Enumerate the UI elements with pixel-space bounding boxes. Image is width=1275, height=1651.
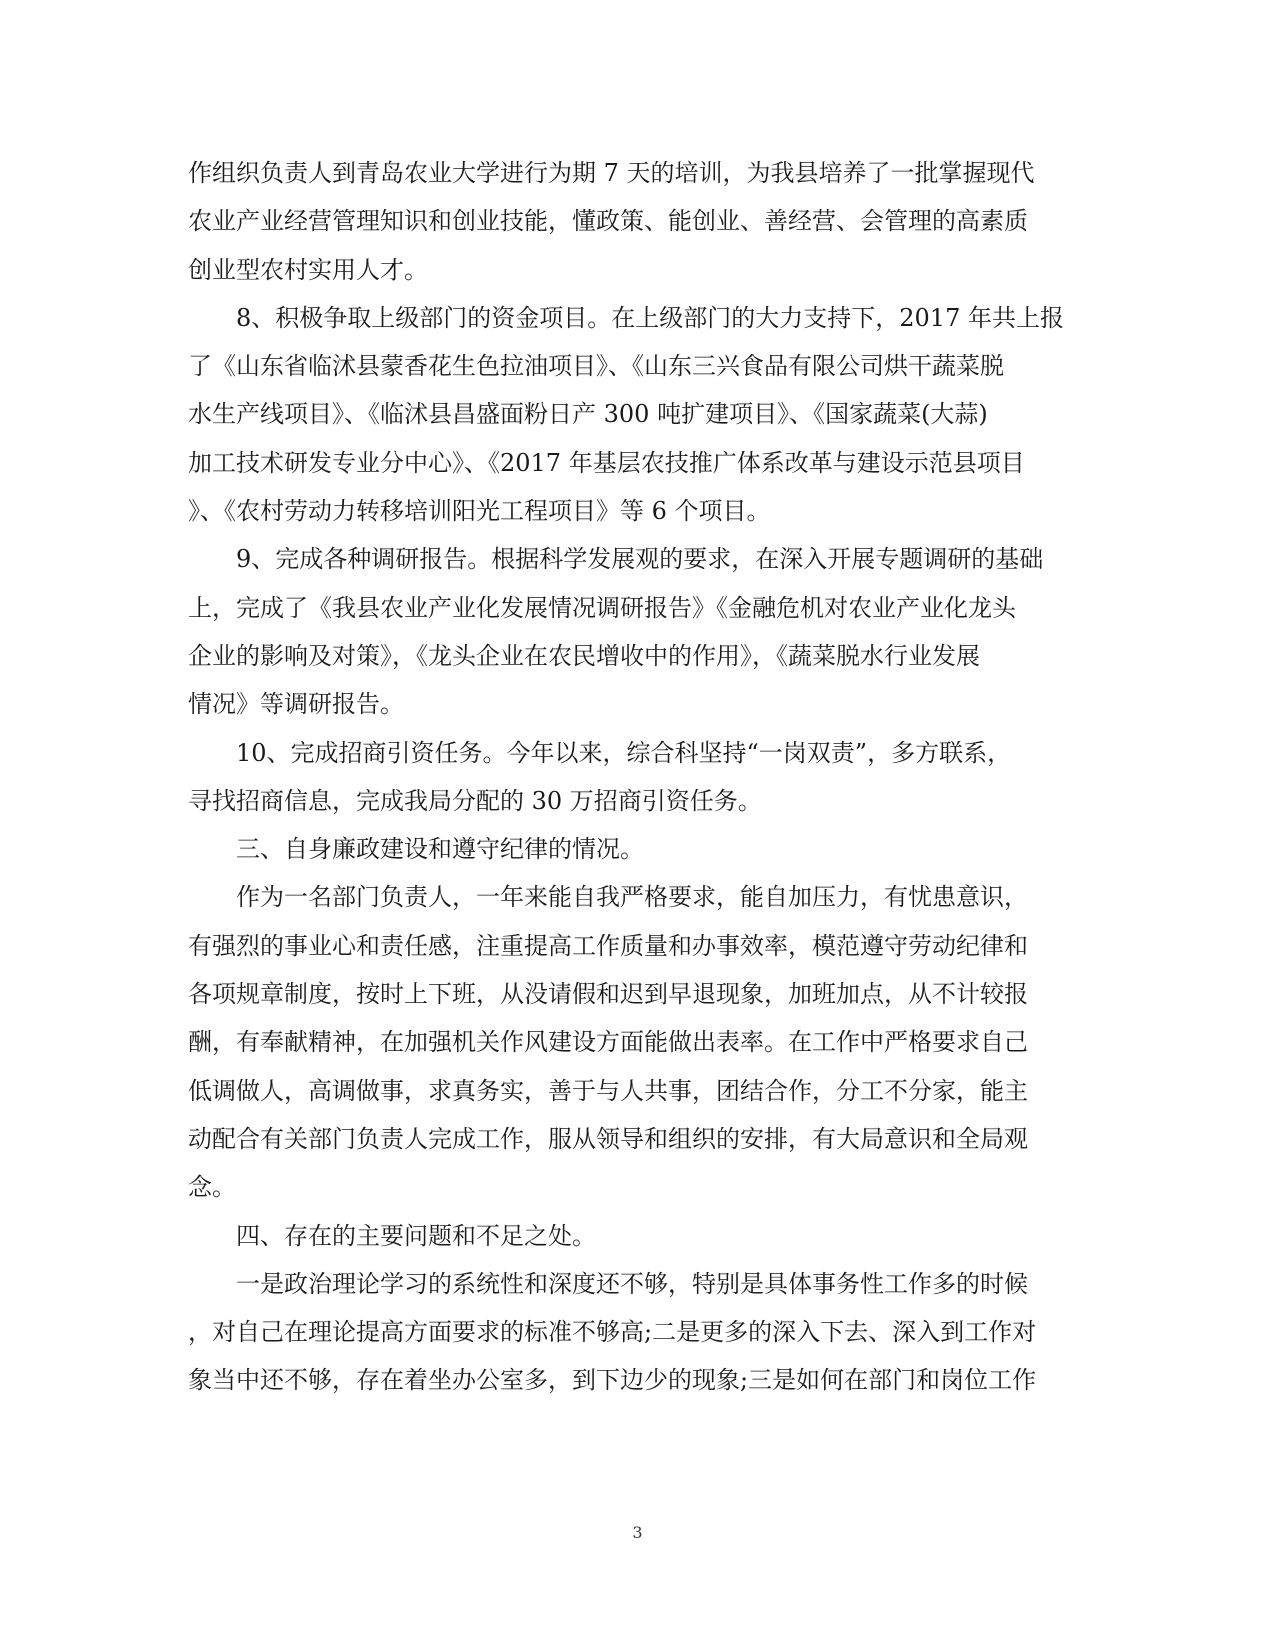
document-body bbox=[188, 149, 1088, 1405]
page-number: 3 bbox=[632, 1523, 643, 1542]
text-line: 念。 bbox=[188, 1173, 236, 1202]
text-line: 作为一名部门负责人，一年来能自我严格要求，能自加压力，有忧患意识， bbox=[236, 883, 1028, 912]
text-line: 一是政治理论学习的系统性和深度还不够，特别是具体事务性工作多的时候 bbox=[236, 1269, 1028, 1298]
text-line: 寻找招商信息，完成我局分配的 30 万招商引资任务。 bbox=[188, 786, 762, 815]
text-line: 各项规章制度，按时上下班，从没请假和迟到早退现象，加班加点，从不计较报 bbox=[188, 980, 1028, 1009]
text-line: 情况》等调研报告。 bbox=[188, 690, 404, 719]
text-line: 8、积极争取上级部门的资金项目。在上级部门的大力支持下，2017 年共上报 bbox=[236, 303, 1064, 332]
text-line: 三、自身廉政建设和遵守纪律的情况。 bbox=[236, 835, 644, 864]
text-line: 有强烈的事业心和责任感，注重提高工作质量和办事效率，模范遵守劳动纪律和 bbox=[188, 931, 1028, 960]
text-line: 低调做人，高调做事，求真务实，善于与人共事，团结合作，分工不分家，能主 bbox=[188, 1076, 1028, 1105]
text-line: 四、存在的主要问题和不足之处。 bbox=[236, 1221, 596, 1250]
text-line: 上，完成了《我县农业产业化发展情况调研报告》《金融危机对农业产业化龙头 bbox=[188, 593, 1016, 622]
text-line: 企业的影响及对策》，《龙头企业在农民增收中的作用》，《蔬菜脱水行业发展 bbox=[188, 641, 980, 670]
text-line: 10、完成招商引资任务。今年以来，综合科坚持“一岗双责”，多方联系， bbox=[236, 738, 1012, 767]
text-line: 了《山东省临沭县蒙香花生色拉油项目》、《山东三兴食品有限公司烘干蔬菜脱 bbox=[188, 352, 1004, 381]
text-line: 作组织负责人到青岛农业大学进行为期 7 天的培训，为我县培养了一批掌握现代 bbox=[188, 159, 1035, 187]
text-line: 水生产线项目》、《临沭县昌盛面粉日产 300 吨扩建项目》、《国家蔬菜(大蒜) bbox=[188, 400, 988, 429]
text-line: 创业型农村实用人才。 bbox=[188, 255, 428, 284]
text-line: 动配合有关部门负责人完成工作，服从领导和组织的安排，有大局意识和全局观 bbox=[188, 1124, 1028, 1153]
text-line: 象当中还不够，存在着坐办公室多，到下边少的现象;三是如何在部门和岗位工作 bbox=[188, 1366, 1037, 1395]
text-line: ，对自己在理论提高方面要求的标准不够高;二是更多的深入下去、深入到工作对 bbox=[188, 1318, 1037, 1347]
text-line: 9、完成各种调研报告。根据科学发展观的要求，在深入开展专题调研的基础 bbox=[236, 545, 1044, 574]
text-line: 农业产业经营管理知识和创业技能，懂政策、能创业、善经营、会管理的高素质 bbox=[188, 207, 1028, 236]
text-line: 酬，有奉献精神，在加强机关作风建设方面能做出表率。在工作中严格要求自己 bbox=[188, 1028, 1028, 1057]
text-line: 》、《农村劳动力转移培训阳光工程项目》等 6 个项目。 bbox=[188, 497, 771, 526]
text-line: 加工技术研发专业分中心》、《2017 年基层农技推广体系改革与建设示范县项目 bbox=[188, 448, 1025, 477]
